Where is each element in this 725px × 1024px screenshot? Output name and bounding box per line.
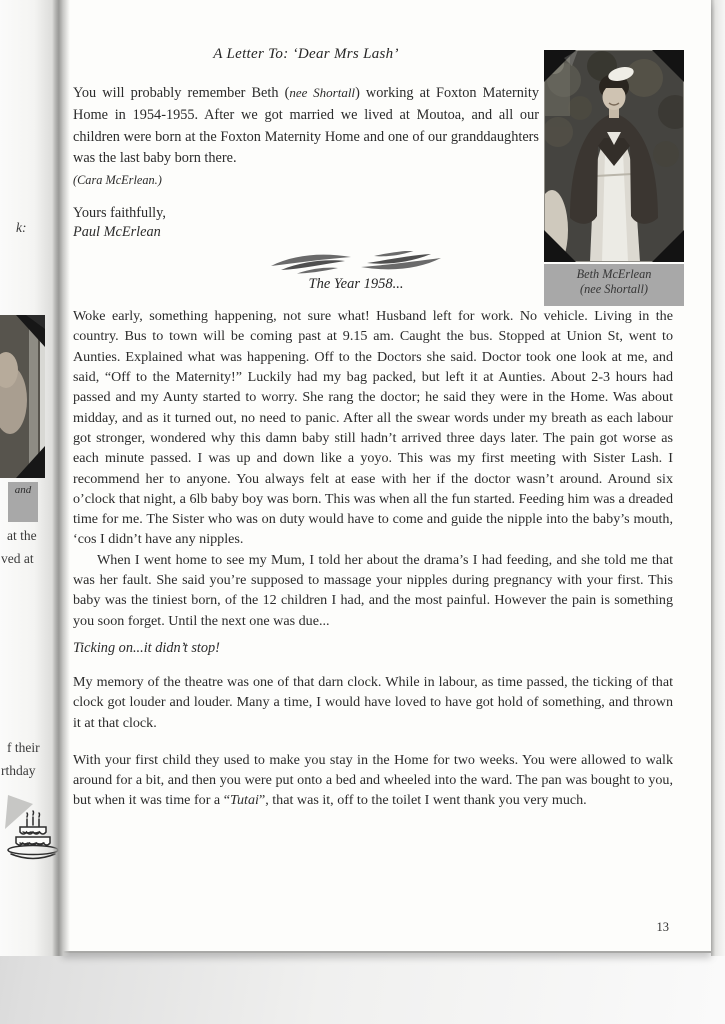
book-page [62,0,711,953]
portrait-photo [544,50,684,262]
facing-page-text-fragment: at the [7,528,37,543]
photo-caption [544,264,684,306]
letter-attribution: (Cara McErlean.) [73,173,162,188]
facing-page-text-fragment: k: [16,220,27,235]
story-paragraph-4-text: ”, that was it, off to the toilet I went thank you very much. [258,792,587,809]
facing-page-text-fragment: rthday [1,763,36,778]
letter-body [73,82,539,170]
facing-page-photo-fragment [0,315,45,478]
story-paragraph-4-text: With your first child they used to make you stay in the Home for two weeks. You were allowed to walk around for a bit, and then you were put onto a bed and wheeled into the ward. The pan was bought to you, but when it was time for a “ [73,751,673,809]
letter-body-text: ) working at Foxton Maternity Home in 1954-1955. After we got married we lived at Moutoa, and all our children were born at the Foxton Maternity Home and one of our granddaughters was the last baby born there. [73,85,539,167]
letter-signature: Paul McErlean [73,224,161,241]
story-paragraph-3: My memory of the theatre was one of that darn clock. While in labour, as time passed, the ticking of that clock got louder and louder. Many a time, I would have loved to have got hold of something, and thrown it at that clock. [73,673,673,731]
section-heading: The Year 1958... [308,276,404,293]
book-spine-shadow [52,0,70,956]
page-title: A Letter To: ‘Dear Mrs Lash’ [213,46,399,62]
section-header [73,251,589,293]
portrait-photo-block [544,50,684,306]
flourish-divider-icon [267,251,445,275]
story-paragraph-2: When I went home to see my Mum, I told her about the drama’s I had feeding, and she told me that was her fault. She said you’re supposed to massage your nipples during pregnancy with your first. This baby was the tiniest born, of the 12 children I had, and the most painful. However the pain is something you soon forget. Until the next one was due... [73,551,673,629]
facing-page-caption-fragment: and [8,482,38,522]
story-subheading: Ticking on...it didn’t stop! [73,639,220,656]
story-paragraph-4-italic: Tutai [229,792,259,809]
story-paragraph-4 [73,750,673,811]
letter-body-text: You will probably remember Beth ( [73,85,290,101]
facing-page-text-fragment: f their [7,740,40,755]
facing-page-text-fragment: ved at [1,551,34,566]
page-number: 13 [656,920,669,934]
story-paragraph-1: Woke early, something happening, not sure what! Husband left for work. No vehicle. Living in the country. Bus to town will be coming past at 9.15 am. Caught the bus. Stopped at Union St, went to Aunties. Explained what was happening. Off to the Doctors she said. Doctor took one look at me, and said, “Off to the Maternity!” Luckily had my bag packed, but left it at Aunties. About 2-3 hours had passed and my Aunty started to worry. She rang the doctor; he said they were in the Home. Was about midday, and as it turned out, no need to panic. After all the swear words under my breath as each labour got stronger, wondered why this damn baby still hadn’t arrived three days later. The pain got worse as each minute passed. I was up and down like a yoyo. This was my first meeting with Sister Lash. I recommend her to anyone. You always felt at ease with her if the doctor wasn’t around. Around six o’clock that night, a 6lb baby boy was born. This was when all the fun started. Feeding him was a dreaded time for me. The Sister who was on duty would have to come and guide the nipple into the baby’s mouth, ‘cos I didn’t have any nipples. [73,308,673,548]
page-right-edge [711,0,725,956]
photo-caption-line2: (nee Shortall) [580,282,648,296]
photo-caption-line1: Beth McErlean [576,267,652,281]
letter-closing: Yours faithfully, [73,205,166,222]
letter-body-italic: nee Shortall [289,85,356,100]
